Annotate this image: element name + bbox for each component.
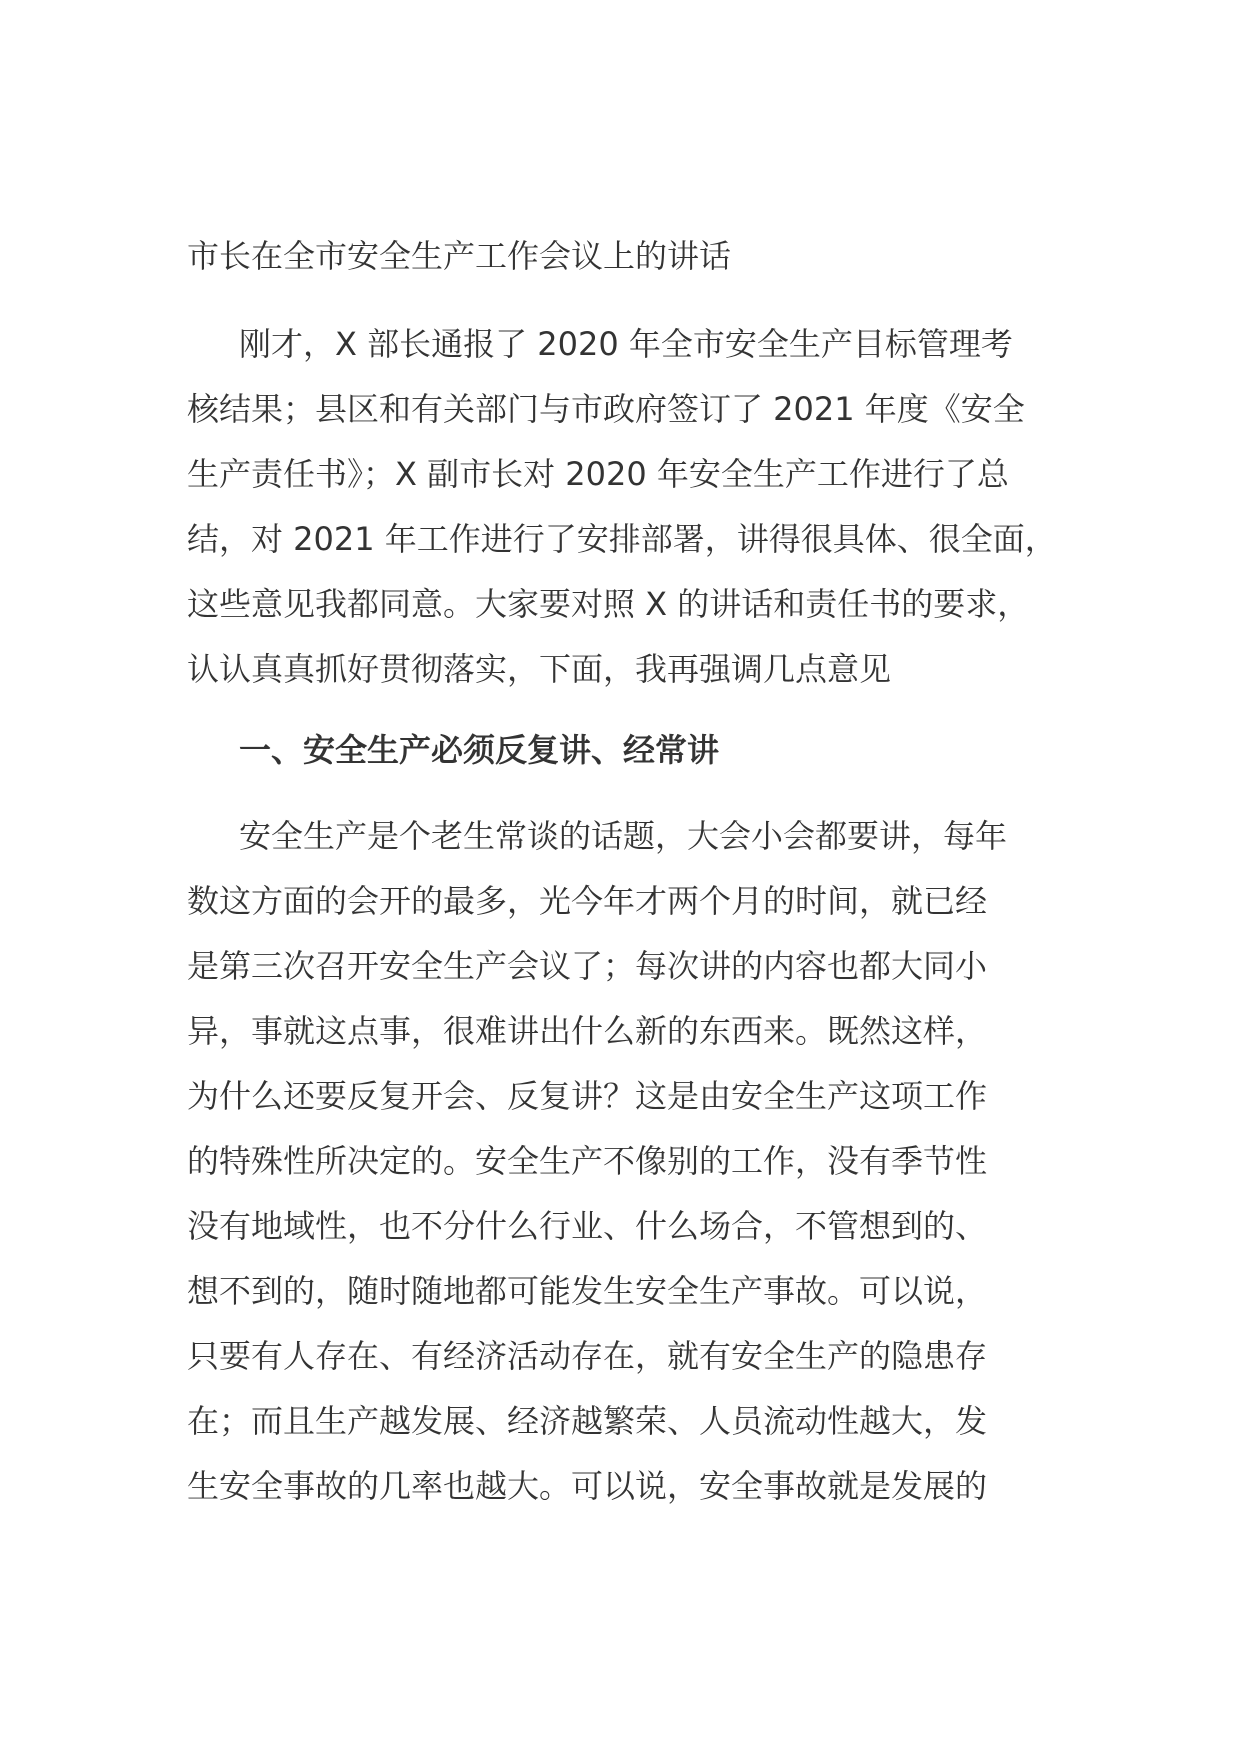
paragraph-line: 数这方面的会开的最多，光今年才两个月的时间，就已经 bbox=[187, 882, 988, 920]
paragraph-line: 为什么还要反复开会、反复讲？这是由安全生产这项工作 bbox=[187, 1077, 988, 1115]
paragraph-line: 没有地域性，也不分什么行业、什么场合，不管想到的、 bbox=[187, 1207, 988, 1245]
paragraph-line: 结，对 2021 年工作进行了安排部署，讲得很具体、很全面， bbox=[187, 520, 1057, 558]
paragraph-line: 的特殊性所决定的。安全生产不像别的工作，没有季节性 bbox=[187, 1142, 988, 1180]
section-heading: 一、安全生产必须反复讲、经常讲 bbox=[239, 731, 720, 769]
paragraph-line: 在；而且生产越发展、经济越繁荣、人员流动性越大，发 bbox=[187, 1402, 988, 1440]
paragraph-line: 只要有人存在、有经济活动存在，就有安全生产的隐患存 bbox=[187, 1337, 988, 1375]
paragraph-line: 刚才，X 部长通报了 2020 年全市安全生产目标管理考 bbox=[239, 325, 1013, 363]
paragraph-opening bbox=[187, 312, 1087, 702]
document-title: 市长在全市安全生产工作会议上的讲话 bbox=[187, 237, 732, 275]
paragraph-line: 生安全事故的几率也越大。可以说，安全事故就是发展的 bbox=[187, 1467, 988, 1505]
paragraph-line: 异，事就这点事，很难讲出什么新的东西来。既然这样， bbox=[187, 1012, 988, 1050]
paragraph-line: 这些意见我都同意。大家要对照 X 的讲话和责任书的要求， bbox=[187, 585, 1030, 623]
paragraph-section-one bbox=[187, 804, 1087, 1519]
paragraph-line: 安全生产是个老生常谈的话题，大会小会都要讲，每年 bbox=[239, 817, 1008, 855]
paragraph-line: 认认真真抓好贯彻落实，下面，我再强调几点意见 bbox=[187, 650, 892, 688]
paragraph-line: 想不到的，随时随地都可能发生安全生产事故。可以说， bbox=[187, 1272, 988, 1310]
paragraph-line: 是第三次召开安全生产会议了；每次讲的内容也都大同小 bbox=[187, 947, 988, 985]
paragraph-line: 生产责任书》；X 副市长对 2020 年安全生产工作进行了总 bbox=[187, 455, 1009, 493]
paragraph-line: 核结果；县区和有关部门与市政府签订了 2021 年度《安全 bbox=[187, 390, 1025, 428]
document-body bbox=[187, 236, 1087, 1519]
